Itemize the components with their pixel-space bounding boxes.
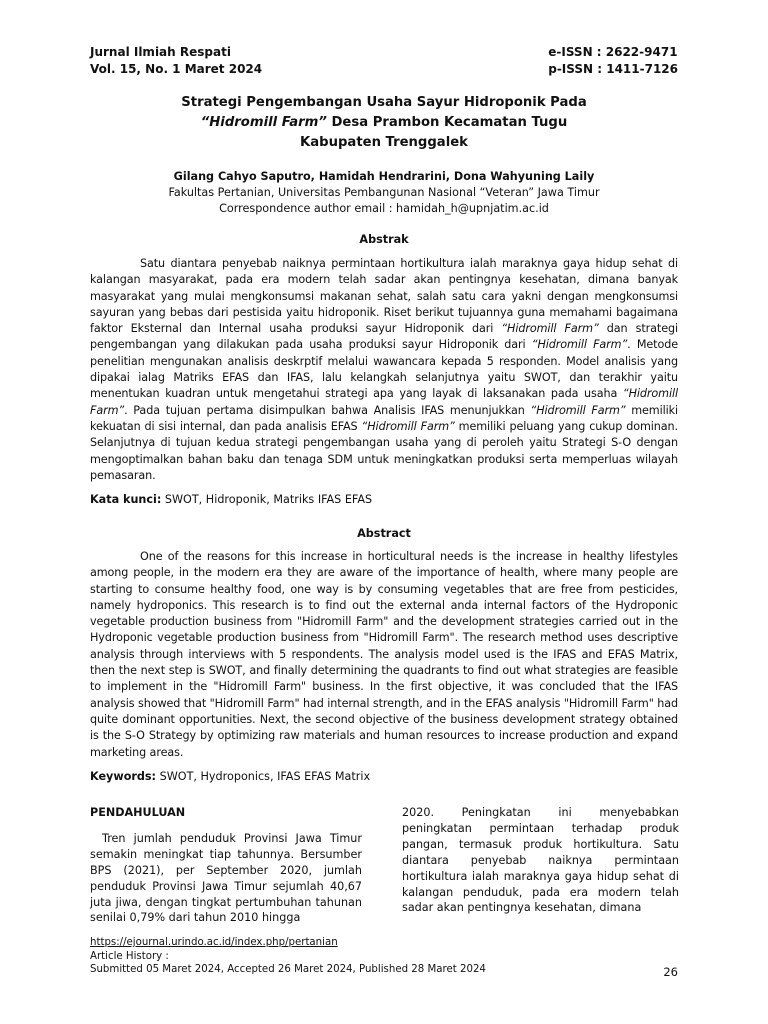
abstract-heading: Abstract	[357, 527, 411, 540]
pendahuluan-right-text: 2020. Peningkatan ini menyebabkan peningkatan permintaan terhadap produk pangan, termasuk produk hortikultura. Satu diantara penyebab naiknya permintaan hortikultura ialah maraknya gaya hidup sehat di kalangan penduduk, pada era modern telah sadar akan pentingnya kesehatan, dimana	[402, 806, 679, 915]
pendahuluan-left-text: Tren jumlah penduduk Provinsi Jawa Timur semakin meningkat tiap tahunnya. Bersumber BPS (2021), per September 2020, jumlah penduduk Provinsi Jawa Timur sejumlah 40,67 juta jiwa, dengan tingkat pertumbuhan tahunan senilai 0,79% dari tahun 2010 hingga	[90, 831, 362, 925]
affiliation: Fakultas Pertanian, Universitas Pembangunan Nasional “Veteran” Jawa Timur	[168, 186, 600, 199]
journal-volume: Vol. 15, No. 1 Maret 2024	[90, 61, 263, 76]
journal-url-link[interactable]: https://ejournal.urindo.ac.id/index.php/pertanian	[90, 937, 338, 948]
page-number: 26	[663, 965, 678, 979]
abstrak-text-1: Satu diantara penyebab naiknya permintaan hortikultura ialah maraknya gaya hidup sehat di kalangan masyarakat, pada era modern telah sadar akan pentingnya kesehatan, dimana banyak masyarakat yang mulai mengkonsumsi makanan sehat, salah satu cara yakni dengan mengkonsumsi sayuran yang bebas dari pestisida yaitu hidroponik. Riset berikut tujuannya guna memahami bagaimana faktor Eksternal dan Internal usaha produksi sayur Hidroponik dari	[90, 257, 678, 336]
title-line-3: Kabupaten Trenggalek	[300, 135, 468, 150]
authors: Gilang Cahyo Saputro, Hamidah Hendrarini, Dona Wahyuning Laily	[173, 170, 595, 183]
keywords-label: Keywords:	[90, 770, 157, 783]
journal-header-left	[90, 44, 262, 77]
correspondence-email: Correspondence author email : hamidah_h@upnjatim.ac.id	[219, 202, 549, 215]
paper-title	[90, 93, 678, 153]
abstrak-heading: Abstrak	[359, 233, 409, 246]
abstrak-farm-1: “Hidromill Farm”	[501, 322, 599, 336]
keywords-value: SWOT, Hydroponics, IFAS EFAS Matrix	[156, 770, 371, 783]
journal-name: Jurnal Ilmiah Respati	[90, 45, 231, 59]
footer	[90, 936, 486, 977]
abstrak-text-5: memiliki kekuatan di sisi internal, dan pada analisis EFAS	[90, 403, 678, 433]
article-history: Submitted 05 Maret 2024, Accepted 26 Maret 2024, Published 28 Maret 2024	[90, 964, 486, 975]
pissn: p-ISSN : 1411-7126	[548, 61, 678, 76]
abstrak-body	[90, 256, 678, 484]
keywords	[90, 769, 678, 785]
title-line-2-rest: Desa Prambon Kecamatan Tugu	[326, 115, 568, 130]
eissn: e-ISSN : 2622-9471	[548, 45, 678, 59]
article-history-label: Article History :	[90, 950, 169, 962]
abstrak-farm-3: “Hidromill Farm”	[90, 387, 678, 417]
abstract-body	[90, 549, 678, 761]
abstrak-text-2: dan strategi pengembangan yang dilakukan pada usaha produksi sayur Hidroponik dari	[90, 322, 678, 352]
kata-kunci	[90, 492, 678, 508]
kata-kunci-value: SWOT, Hidroponik, Matriks IFAS EFAS	[161, 493, 373, 506]
abstract-text: One of the reasons for this increase in horticultural needs is the increase in healthy lifestyles among people, in the modern era they are aware of the importance of health, where many people are starting to consume healthy food, one way is by consuming vegetables that are free from pesticides, namely hydroponics. This research is to find out the external anda internal factors of the Hydroponic vegetable production business from "Hidromill Farm" and the development strategies carried out in the Hydroponic vegetable production business from "Hidromill Farm". The research method uses descriptive analysis through interviews with 5 respondents. The analysis model used is the IFAS and EFAS Matrix, then the next step is SWOT, and finally determining the quadrants to find out what strategies are feasible to implement in the "Hidromill Farm" business. In the first objective, it was concluded that the IFAS analysis showed that "Hidromill Farm" had internal strength, and in the EFAS analysis "Hidromill Farm" had quite dominant opportunities. Next, the second objective of the business development strategy obtained is the S-O Strategy by optimizing raw materials and human resources to increase production and expand marketing areas.	[90, 550, 678, 759]
kata-kunci-label: Kata kunci:	[90, 493, 162, 506]
title-farm-name: “Hidromill Farm”	[200, 115, 327, 130]
title-line-2	[90, 113, 678, 133]
pendahuluan-heading: PENDAHULUAN	[90, 806, 186, 819]
abstrak-farm-4: “Hidromill Farm”	[530, 403, 626, 417]
abstrak-text-6: memiliki peluang yang cukup dominan. Selanjutnya di tujuan kedua strategi pengembangan usaha yang di peroleh yaitu Strategi S-O dengan mengoptimalkan bahan baku dan tenaga SDM untuk meningkatkan produksi serta memperluas wilayah pemasaran.	[90, 419, 678, 482]
right-column	[402, 805, 679, 916]
abstrak-text-3: . Metode penelitian mengunakan analisis deskrptif melalui wawancara kepada 5 responden. Model analisis yang dipakai ialag Matriks EFAS dan IFAS, lalu kelangkah selanjutnya yaitu SWOT, dan terakhir yaitu menentukan kuadran untuk mengetahui strategi apa yang layak di laksanakan pada usaha	[90, 338, 678, 401]
abstrak-text-4: . Pada tujuan pertama disimpulkan bahwa Analisis IFAS menunjukkan	[124, 403, 531, 417]
abstrak-farm-5: “Hidromill Farm”	[361, 419, 455, 433]
abstrak-farm-2: “Hidromill Farm”	[531, 338, 628, 352]
left-column	[90, 805, 362, 926]
title-line-1: Strategi Pengembangan Usaha Sayur Hidroponik Pada	[181, 95, 587, 110]
journal-header-right	[548, 44, 678, 77]
